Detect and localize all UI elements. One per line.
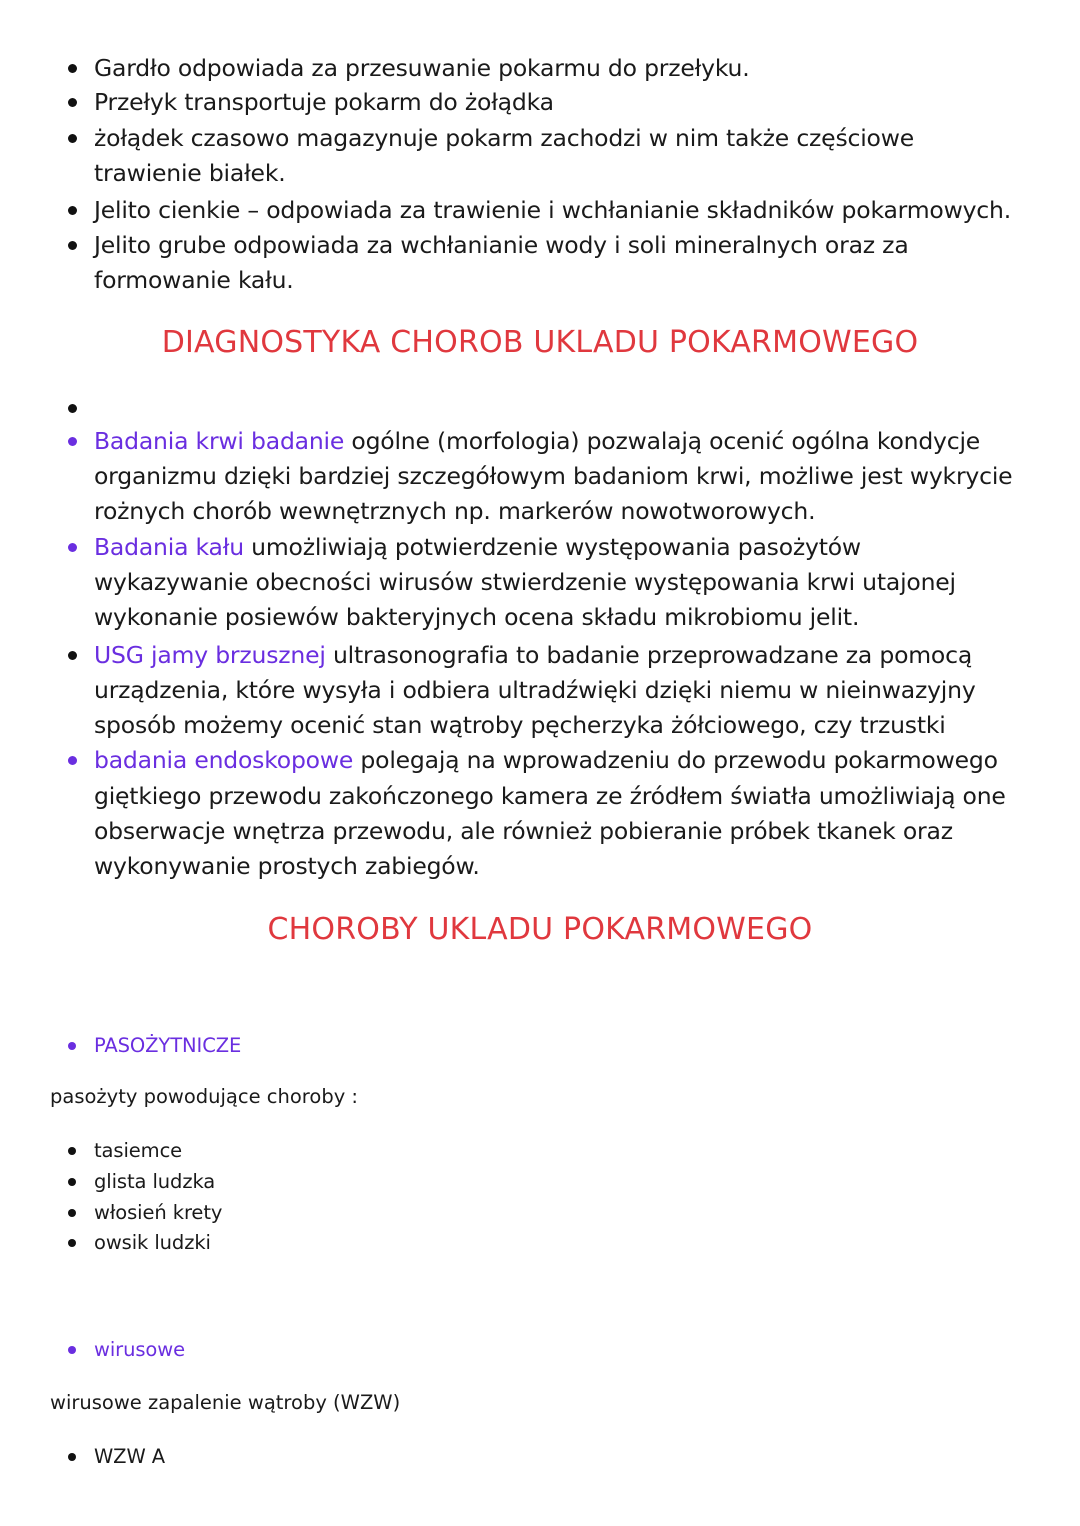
bullet-empty <box>68 404 77 413</box>
bullet <box>68 1239 76 1247</box>
bullet <box>68 543 77 552</box>
term: Badania kału <box>94 533 244 561</box>
bullet <box>68 241 77 250</box>
list-item: Przełyk transportuje pokarm do żołądka <box>94 88 554 116</box>
list-item-cont: trawienie białek. <box>94 159 286 187</box>
list-item-cont: rożnych chorób wewnętrznych np. markerów nowotworowych. <box>94 497 816 525</box>
list-item-cont: sposób możemy ocenić stan wątroby pęcherzyka żółciowego, czy trzustki <box>94 711 946 739</box>
category-viral: wirusowe <box>94 1338 185 1361</box>
bullet <box>68 1178 76 1186</box>
bullet <box>68 756 77 765</box>
viral-intro: wirusowe zapalenie wątroby (WZW) <box>50 1391 401 1414</box>
bullet <box>68 651 77 660</box>
bullet <box>68 206 77 215</box>
bullet <box>68 134 77 143</box>
bullet <box>68 1147 76 1155</box>
list-item-cont: urządzenia, które wysyła i odbiera ultradźwięki dzięki niemu w nieinwazyjny <box>94 676 976 704</box>
list-item: USG jamy brzusznej ultrasonografia to badanie przeprowadzane za pomocą <box>94 641 973 669</box>
list-item: owsik ludzki <box>94 1231 211 1254</box>
bullet <box>68 1346 76 1354</box>
heading-diagnostics: DIAGNOSTYKA CHOROB UKLADU POKARMOWEGO <box>161 325 919 360</box>
list-item: włosień krety <box>94 1201 223 1224</box>
bullet <box>68 64 77 73</box>
list-item-cont: wykonanie posiewów bakteryjnych ocena składu mikrobiomu jelit. <box>94 603 860 631</box>
list-item: żołądek czasowo magazynuje pokarm zachodzi w nim także częściowe <box>94 124 914 152</box>
bullet <box>68 1042 76 1050</box>
term: badania endoskopowe <box>94 746 354 774</box>
bullet <box>68 1453 76 1461</box>
bullet <box>68 98 77 107</box>
list-item-cont: obserwacje wnętrza przewodu, ale również pobieranie próbek tkanek oraz <box>94 817 953 845</box>
list-item-cont: organizmu dzięki bardziej szczegółowym badaniom krwi, możliwe jest wykrycie <box>94 462 1013 490</box>
list-item: Badania kału umożliwiają potwierdzenie występowania pasożytów <box>94 533 861 561</box>
list-item-cont: wykonywanie prostych zabiegów. <box>94 852 480 880</box>
heading-diseases: CHOROBY UKLADU POKARMOWEGO <box>267 912 813 947</box>
category-parasitic: PASOŻYTNICZE <box>94 1034 242 1057</box>
list-item: Badania krwi badanie ogólne (morfologia) pozwalają ocenić ogólna kondycje <box>94 427 981 455</box>
parasitic-intro: pasożyty powodujące choroby : <box>50 1085 359 1108</box>
list-item: Jelito grube odpowiada za wchłanianie wody i soli mineralnych oraz za <box>94 231 909 259</box>
list-item: badania endoskopowe polegają na wprowadzeniu do przewodu pokarmowego <box>94 746 998 774</box>
list-item: Jelito cienkie – odpowiada za trawienie i wchłanianie składników pokarmowych. <box>94 196 1011 224</box>
list-item: glista ludzka <box>94 1170 216 1193</box>
bullet <box>68 1209 76 1217</box>
list-item: WZW A <box>94 1445 165 1468</box>
term: USG jamy brzusznej <box>94 641 326 669</box>
list-item-cont: wykazywanie obecności wirusów stwierdzenie występowania krwi utajonej <box>94 568 956 596</box>
list-item-cont: formowanie kału. <box>94 266 294 294</box>
list-item: tasiemce <box>94 1139 183 1162</box>
term: Badania krwi badanie <box>94 427 345 455</box>
list-item-cont: giętkiego przewodu zakończonego kamera ze źródłem światła umożliwiają one <box>94 782 1006 810</box>
bullet <box>68 437 77 446</box>
list-item: Gardło odpowiada za przesuwanie pokarmu do przełyku. <box>94 54 750 82</box>
